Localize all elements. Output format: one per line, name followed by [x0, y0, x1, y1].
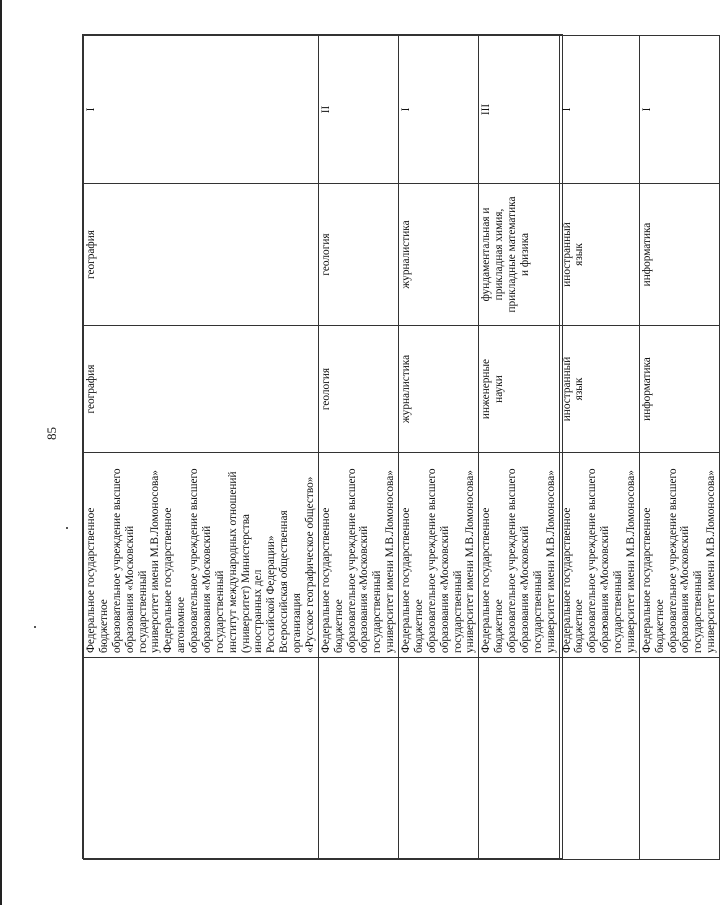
table-row: [318, 36, 398, 860]
olympiad-table: [83, 35, 720, 860]
table-row: [639, 36, 719, 860]
level-cell: I: [639, 36, 719, 184]
organizer-cell: Федеральное государственное бюджетное образовательное учреждение высшего образования «Московский государственный университет имени М.В.Ломоносова»: [479, 453, 559, 658]
number-cell: [318, 658, 398, 860]
profile-cell: журналистика: [399, 326, 479, 453]
scan-speck: [66, 527, 68, 529]
profile-cell: география: [84, 326, 319, 453]
organizer-cell: Федеральное государственное бюджетное образовательное учреждение высшего образования «Московский государственный университет имени М.В.Ломоносова»: [559, 453, 639, 658]
organizer-cell: Федеральное государственное бюджетное образовательное учреждение высшего образования «Московский государственный университет имени М.В.Ломоносова»: [399, 453, 479, 658]
subject-cell: фундаментальная и прикладная химия, прикладные математика и физика: [479, 184, 559, 326]
scan-speck: [34, 626, 36, 628]
organizer-cell: Федеральное государственное бюджетное образовательное учреждение высшего образования «Московский государственный университет имени М.В.Ломоносова»: [318, 453, 398, 658]
level-cell: I: [559, 36, 639, 184]
profile-cell: геология: [318, 326, 398, 453]
level-cell: I: [399, 36, 479, 184]
number-cell: [399, 658, 479, 860]
subject-cell: иностранный язык: [559, 184, 639, 326]
subject-cell: география: [84, 184, 319, 326]
scan-edge: [0, 0, 2, 905]
number-cell: [479, 658, 559, 860]
table-row: [84, 36, 319, 860]
table-row: [559, 36, 639, 860]
profile-cell: иностранный язык: [559, 326, 639, 453]
number-cell: [84, 658, 319, 860]
organizer-cell: Федеральное государственное бюджетное образовательное учреждение высшего образования «Московский государственный университет имени М.В.Ломоносова»: [639, 453, 719, 658]
level-cell: I: [84, 36, 319, 184]
table-row: [479, 36, 559, 860]
page-number: 85: [44, 427, 59, 440]
rotated-table-frame: [82, 34, 718, 859]
profile-cell: инженерные науки: [479, 326, 559, 453]
level-cell: III: [479, 36, 559, 184]
subject-cell: геология: [318, 184, 398, 326]
number-cell: [559, 658, 639, 860]
subject-cell: журналистика: [399, 184, 479, 326]
organizer-cell: Федеральное государственное бюджетное образовательное учреждение высшего образования «Московский государственный университет имени М.В.Ломоносова» Федеральное государственное автономное образовательное учреждение высшего образования «Московский государственный институт международных отношений (университет) Министерства иностранных дел Российской Федерации» Всероссийская общественная организация «Русское географическое общество»: [84, 453, 319, 658]
table-row: [399, 36, 479, 860]
subject-cell: информатика: [639, 184, 719, 326]
profile-cell: информатика: [639, 326, 719, 453]
level-cell: II: [318, 36, 398, 184]
number-cell: [639, 658, 719, 860]
